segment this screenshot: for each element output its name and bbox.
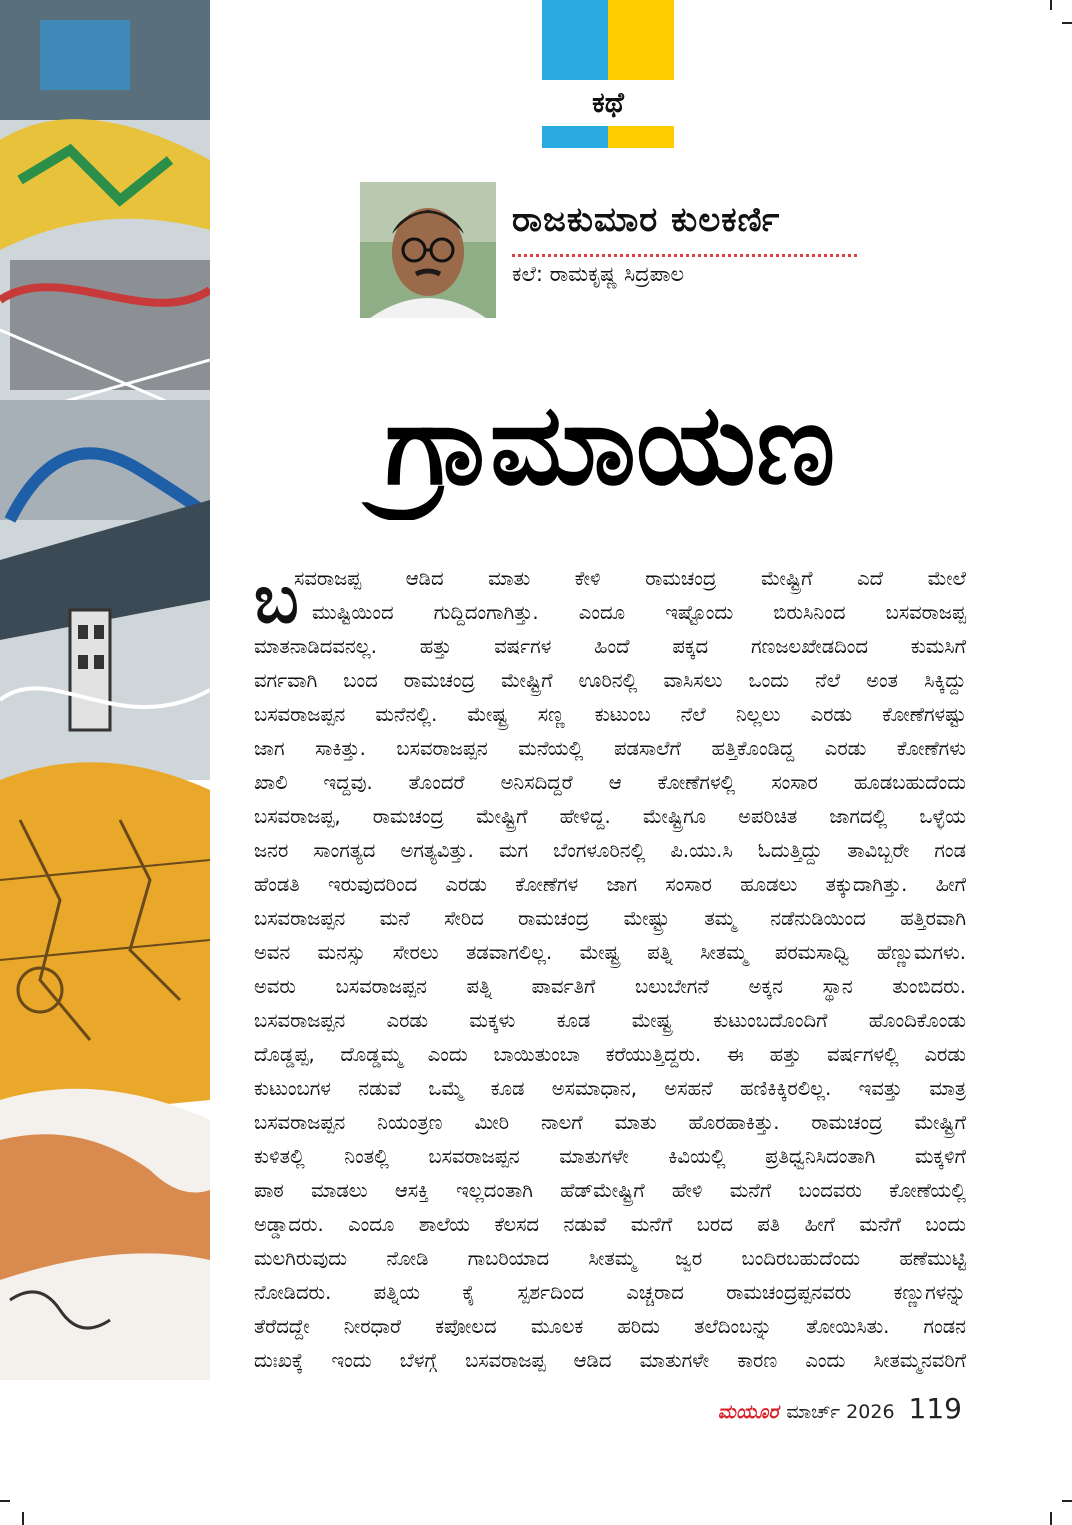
crop-mark — [1050, 1512, 1052, 1525]
body-line: ಬಸವರಾಜಪ್ಪ, ರಾಮಚಂದ್ರ ಮೇಷ್ಟ್ರಿಗೆ ಹೇಳಿದ್ದ. ಮೇಷ್ಟ್ರಿಗೂ ಅಪರಿಚಿತ ಜಾಗದಲ್ಲಿ ಒಳ್ಳೆಯ — [254, 805, 966, 828]
crop-mark — [22, 1512, 24, 1525]
body-line: ಅವರು ಬಸವರಾಜಪ್ಪನ ಪತ್ನಿ ಪಾರ್ವತಿಗೆ ಬಲುಬೇಗನೆ ಅಕ್ಕನ ಸ್ಥಾನ ತುಂಬಿದರು. — [254, 975, 966, 998]
magazine-name: ಮಯೂರ — [717, 1401, 779, 1423]
body-line: ತೆರೆದದ್ದೇ ನೀರಧಾರೆ ಕಪೋಲದ ಮೂಲಕ ಹರಿದು ತಲೆದಿಂಬನ್ನು ತೋಯಿಸಿತು. ಗಂಡನ — [254, 1315, 966, 1338]
body-line: ಬಸವರಾಜಪ್ಪನ ಎರಡು ಮಕ್ಕಳು ಕೂಡ ಮೇಷ್ಟ್ರ ಕುಟುಂಬದೊಂದಿಗೆ ಹೊಂದಿಕೊಂಡು — [254, 1009, 966, 1032]
body-line: ಕುಟುಂಬಗಳ ನಡುವೆ ಒಮ್ಮೆ ಕೂಡ ಅಸಮಾಧಾನ, ಅಸಹನೆ ಹಣಿಕಿಕ್ಕಿರಲಿಲ್ಲ. ಇವತ್ತು ಮಾತ್ರ — [254, 1077, 966, 1100]
crop-mark — [0, 1500, 10, 1502]
body-line: ಸವರಾಜಪ್ಪ ಆಡಿದ ಮಾತು ಕೇಳಿ ರಾಮಚಂದ್ರ ಮೇಷ್ಟ್ರಿಗೆ ಎದೆ ಮೇಲೆ — [294, 567, 966, 590]
body-line: ಮಲಗಿರುವುದು ನೋಡಿ ಗಾಬರಿಯಾದ ಸೀತಮ್ಮ ಜ್ವರ ಬಂದಿರಬಹುದೆಂದು ಹಣೆಮುಟ್ಟಿ — [254, 1247, 966, 1270]
crop-mark — [1062, 1500, 1072, 1502]
body-line: ಹೆಂಡತಿ ಇರುವುದರಿಂದ ಎರಡು ಕೋಣೆಗಳ ಜಾಗ ಸಂಸಾರ ಹೂಡಲು ತಕ್ಕುದಾಗಿತ್ತು. ಹೀಗೆ — [254, 873, 966, 896]
category-swatch-yellow — [608, 126, 674, 148]
page-footer — [718, 1392, 962, 1425]
page-number: 119 — [908, 1392, 962, 1425]
story-title: ಗ್ರಾಮಾಯಣ — [384, 380, 836, 510]
body-line: ಅವನ ಮನಸ್ಸು ಸೇರಲು ತಡವಾಗಲಿಲ್ಲ. ಮೇಷ್ಟ್ರ ಪತ್ನಿ ಸೀತಮ್ಮ ಪರಮಸಾಧ್ವಿ ಹೆಣ್ಣುಮಗಳು. — [254, 941, 966, 964]
issue-date: ಮಾರ್ಚ್ 2026 — [786, 1401, 895, 1423]
body-line: ಬಸವರಾಜಪ್ಪನ ನಿಯಂತ್ರಣ ಮೀರಿ ನಾಲಗೆ ಮಾತು ಹೊರಹಾಕಿತ್ತು. ರಾಮಚಂದ್ರ ಮೇಷ್ಟ್ರಿಗೆ — [254, 1111, 966, 1134]
category-swatch-blue — [542, 126, 608, 148]
illustration-credit: ಕಲೆ: ರಾಮಕೃಷ್ಣ ಸಿದ್ರಪಾಲ — [512, 262, 685, 286]
category-label: ಕಥೆ — [592, 86, 624, 119]
author-name: ರಾಜಕುಮಾರ ಕುಲಕರ್ಣಿ — [512, 200, 781, 240]
body-line: ದುಃಖಕ್ಕೆ ಇಂದು ಬೆಳಗ್ಗೆ ಬಸವರಾಜಪ್ಪ ಆಡಿದ ಮಾತುಗಳೇ ಕಾರಣ ಎಂದು ಸೀತಮ್ಮನವರಿಗೆ — [254, 1349, 966, 1372]
author-divider — [512, 254, 857, 257]
body-line: ಜನರ ಸಾಂಗತ್ಯದ ಅಗತ್ಯವಿತ್ತು. ಮಗ ಬೆಂಗಳೂರಿನಲ್ಲಿ ಪಿ.ಯು.ಸಿ ಓದುತ್ತಿದ್ದು ತಾವಿಬ್ಬರೇ ಗಂಡ — [254, 839, 966, 862]
body-line: ಮುಷ್ಟಿಯಿಂದ ಗುದ್ದಿದಂಗಾಗಿತ್ತು. ಎಂದೂ ಇಷ್ಟೊಂದು ಬಿರುಸಿನಿಂದ ಬಸವರಾಜಪ್ಪ — [312, 601, 966, 624]
category-block — [542, 0, 674, 150]
crop-mark — [1050, 0, 1052, 10]
crop-mark — [1062, 22, 1072, 24]
body-line: ನೋಡಿದರು. ಪತ್ನಿಯ ಕೈ ಸ್ಪರ್ಶದಿಂದ ಎಚ್ಚರಾದ ರಾಮಚಂದ್ರಪ್ಪನವರು ಕಣ್ಣುಗಳನ್ನು — [254, 1281, 966, 1304]
story-body — [254, 562, 966, 1378]
body-line: ಮಾತನಾಡಿದವನಲ್ಲ. ಹತ್ತು ವರ್ಷಗಳ ಹಿಂದೆ ಪಕ್ಕದ ಗಣಜಲಖೇಡದಿಂದ ಕುಮಸಿಗೆ — [254, 635, 966, 658]
body-line: ವರ್ಗವಾಗಿ ಬಂದ ರಾಮಚಂದ್ರ ಮೇಷ್ಟ್ರಿಗೆ ಊರಿನಲ್ಲಿ ವಾಸಿಸಲು ಒಂದು ನೆಲೆ ಅಂತ ಸಿಕ್ಕಿದ್ದು — [254, 669, 966, 692]
category-swatch-blue — [542, 0, 608, 80]
body-line: ಜಾಗ ಸಾಕಿತ್ತು. ಬಸವರಾಜಪ್ಪನ ಮನೆಯಲ್ಲಿ ಪಡಸಾಲೆಗೆ ಹತ್ತಿಕೊಂಡಿದ್ದ ಎರಡು ಕೋಣೆಗಳು — [254, 737, 966, 760]
body-line: ಅಡ್ಡಾದರು. ಎಂದೂ ಶಾಲೆಯ ಕೆಲಸದ ನಡುವೆ ಮನೆಗೆ ಬರದ ಪತಿ ಹೀಗೆ ಮನೆಗೆ ಬಂದು — [254, 1213, 966, 1236]
drop-cap: ಬ — [254, 561, 299, 638]
body-line: ಬಸವರಾಜಪ್ಪನ ಮನೆನಲ್ಲಿ. ಮೇಷ್ಟ್ರ ಸಣ್ಣ ಕುಟುಂಬ ನೆಲೆ ನಿಲ್ಲಲು ಎರಡು ಕೋಣೆಗಳಷ್ಟು — [254, 703, 966, 726]
author-photo — [360, 182, 496, 318]
body-line: ಖಾಲಿ ಇದ್ದವು. ತೊಂದರೆ ಅನಿಸದಿದ್ದರೆ ಆ ಕೋಣೆಗಳಲ್ಲಿ ಸಂಸಾರ ಹೂಡಬಹುದೆಂದು — [254, 771, 966, 794]
body-line: ಕುಳಿತಲ್ಲಿ ನಿಂತಲ್ಲಿ ಬಸವರಾಜಪ್ಪನ ಮಾತುಗಳೇ ಕಿವಿಯಲ್ಲಿ ಪ್ರತಿಧ್ವನಿಸಿದಂತಾಗಿ ಮಕ್ಕಳಿಗೆ — [254, 1145, 966, 1168]
illustration-strip — [0, 0, 210, 1380]
body-line: ಬಸವರಾಜಪ್ಪನ ಮನೆ ಸೇರಿದ ರಾಮಚಂದ್ರ ಮೇಷ್ಟ್ರು ತಮ್ಮ ನಡೆನುಡಿಯಿಂದ ಹತ್ತಿರವಾಗಿ — [254, 907, 966, 930]
category-swatch-yellow — [608, 0, 674, 80]
body-line: ಪಾಠ ಮಾಡಲು ಆಸಕ್ತಿ ಇಲ್ಲದಂತಾಗಿ ಹೆಡ್‌ಮೇಷ್ಟ್ರಿಗೆ ಹೇಳಿ ಮನೆಗೆ ಬಂದವರು ಕೋಣೆಯಲ್ಲಿ — [254, 1179, 966, 1202]
body-line: ದೊಡ್ಡಪ್ಪ, ದೊಡ್ಡಮ್ಮ ಎಂದು ಬಾಯಿತುಂಬಾ ಕರೆಯುತ್ತಿದ್ದರು. ಈ ಹತ್ತು ವರ್ಷಗಳಲ್ಲಿ ಎರಡು — [254, 1043, 966, 1066]
